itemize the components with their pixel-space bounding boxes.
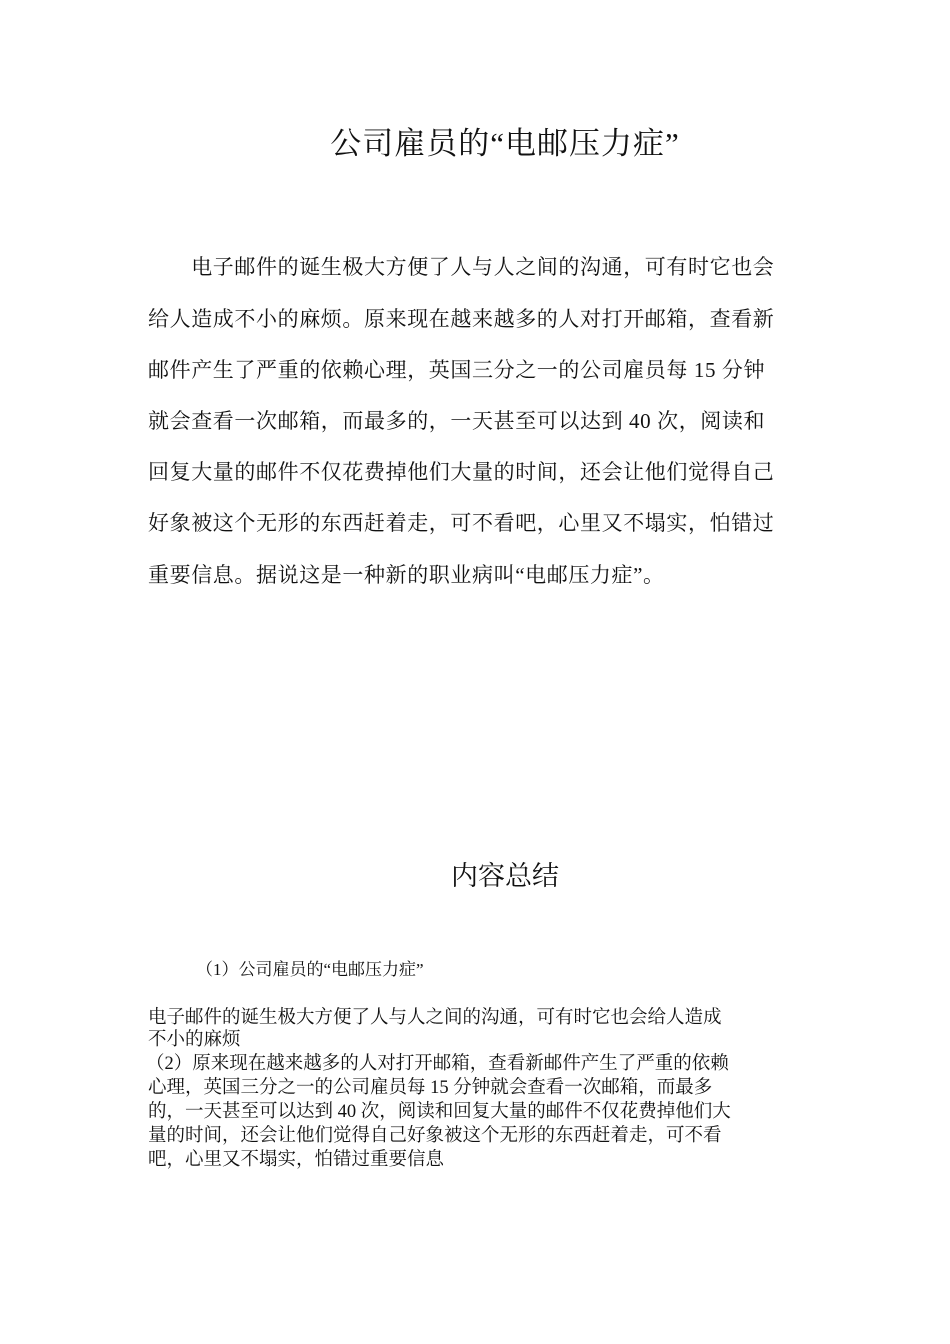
summary-line: 不小的麻烦 <box>148 1030 241 1050</box>
paragraph-line: 重要信息。据说这是一种新的职业病叫“电邮压力症”。 <box>148 563 665 587</box>
paragraph-line: 电子邮件的诞生极大方便了人与人之间的沟通，可有时它也会 <box>148 255 775 279</box>
paragraph-line: 好象被这个无形的东西赶着走，可不看吧，心里又不塌实，怕错过 <box>148 511 775 535</box>
summary-heading: 内容总结 <box>451 861 559 891</box>
summary-item-heading: （1）公司雇员的“电邮压力症” <box>196 960 424 979</box>
paragraph-line: 给人造成不小的麻烦。原来现在越来越多的人对打开邮箱，查看新 <box>148 307 775 331</box>
paragraph-line: 回复大量的邮件不仅花费掉他们大量的时间，还会让他们觉得自己 <box>148 460 775 484</box>
document-title: 公司雇员的“电邮压力症” <box>330 126 680 161</box>
paragraph-line: 就会查看一次邮箱，而最多的，一天甚至可以达到 40 次，阅读和 <box>148 409 766 433</box>
summary-line: （2）原来现在越来越多的人对打开邮箱，查看新邮件产生了严重的依赖 <box>146 1054 729 1074</box>
summary-line: 心理，英国三分之一的公司雇员每 15 分钟就会查看一次邮箱，而最多 <box>148 1078 713 1098</box>
summary-line: 量的时间，还会让他们觉得自己好象被这个无形的东西赶着走，可不看 <box>148 1126 722 1146</box>
paragraph-line: 邮件产生了严重的依赖心理，英国三分之一的公司雇员每 15 分钟 <box>148 358 766 382</box>
summary-line: 吧，心里又不塌实，怕错过重要信息 <box>148 1150 445 1170</box>
summary-line: 电子邮件的诞生极大方便了人与人之间的沟通，可有时它也会给人造成 <box>148 1008 722 1028</box>
summary-line: 的，一天甚至可以达到 40 次，阅读和回复大量的邮件不仅花费掉他们大 <box>148 1102 731 1122</box>
